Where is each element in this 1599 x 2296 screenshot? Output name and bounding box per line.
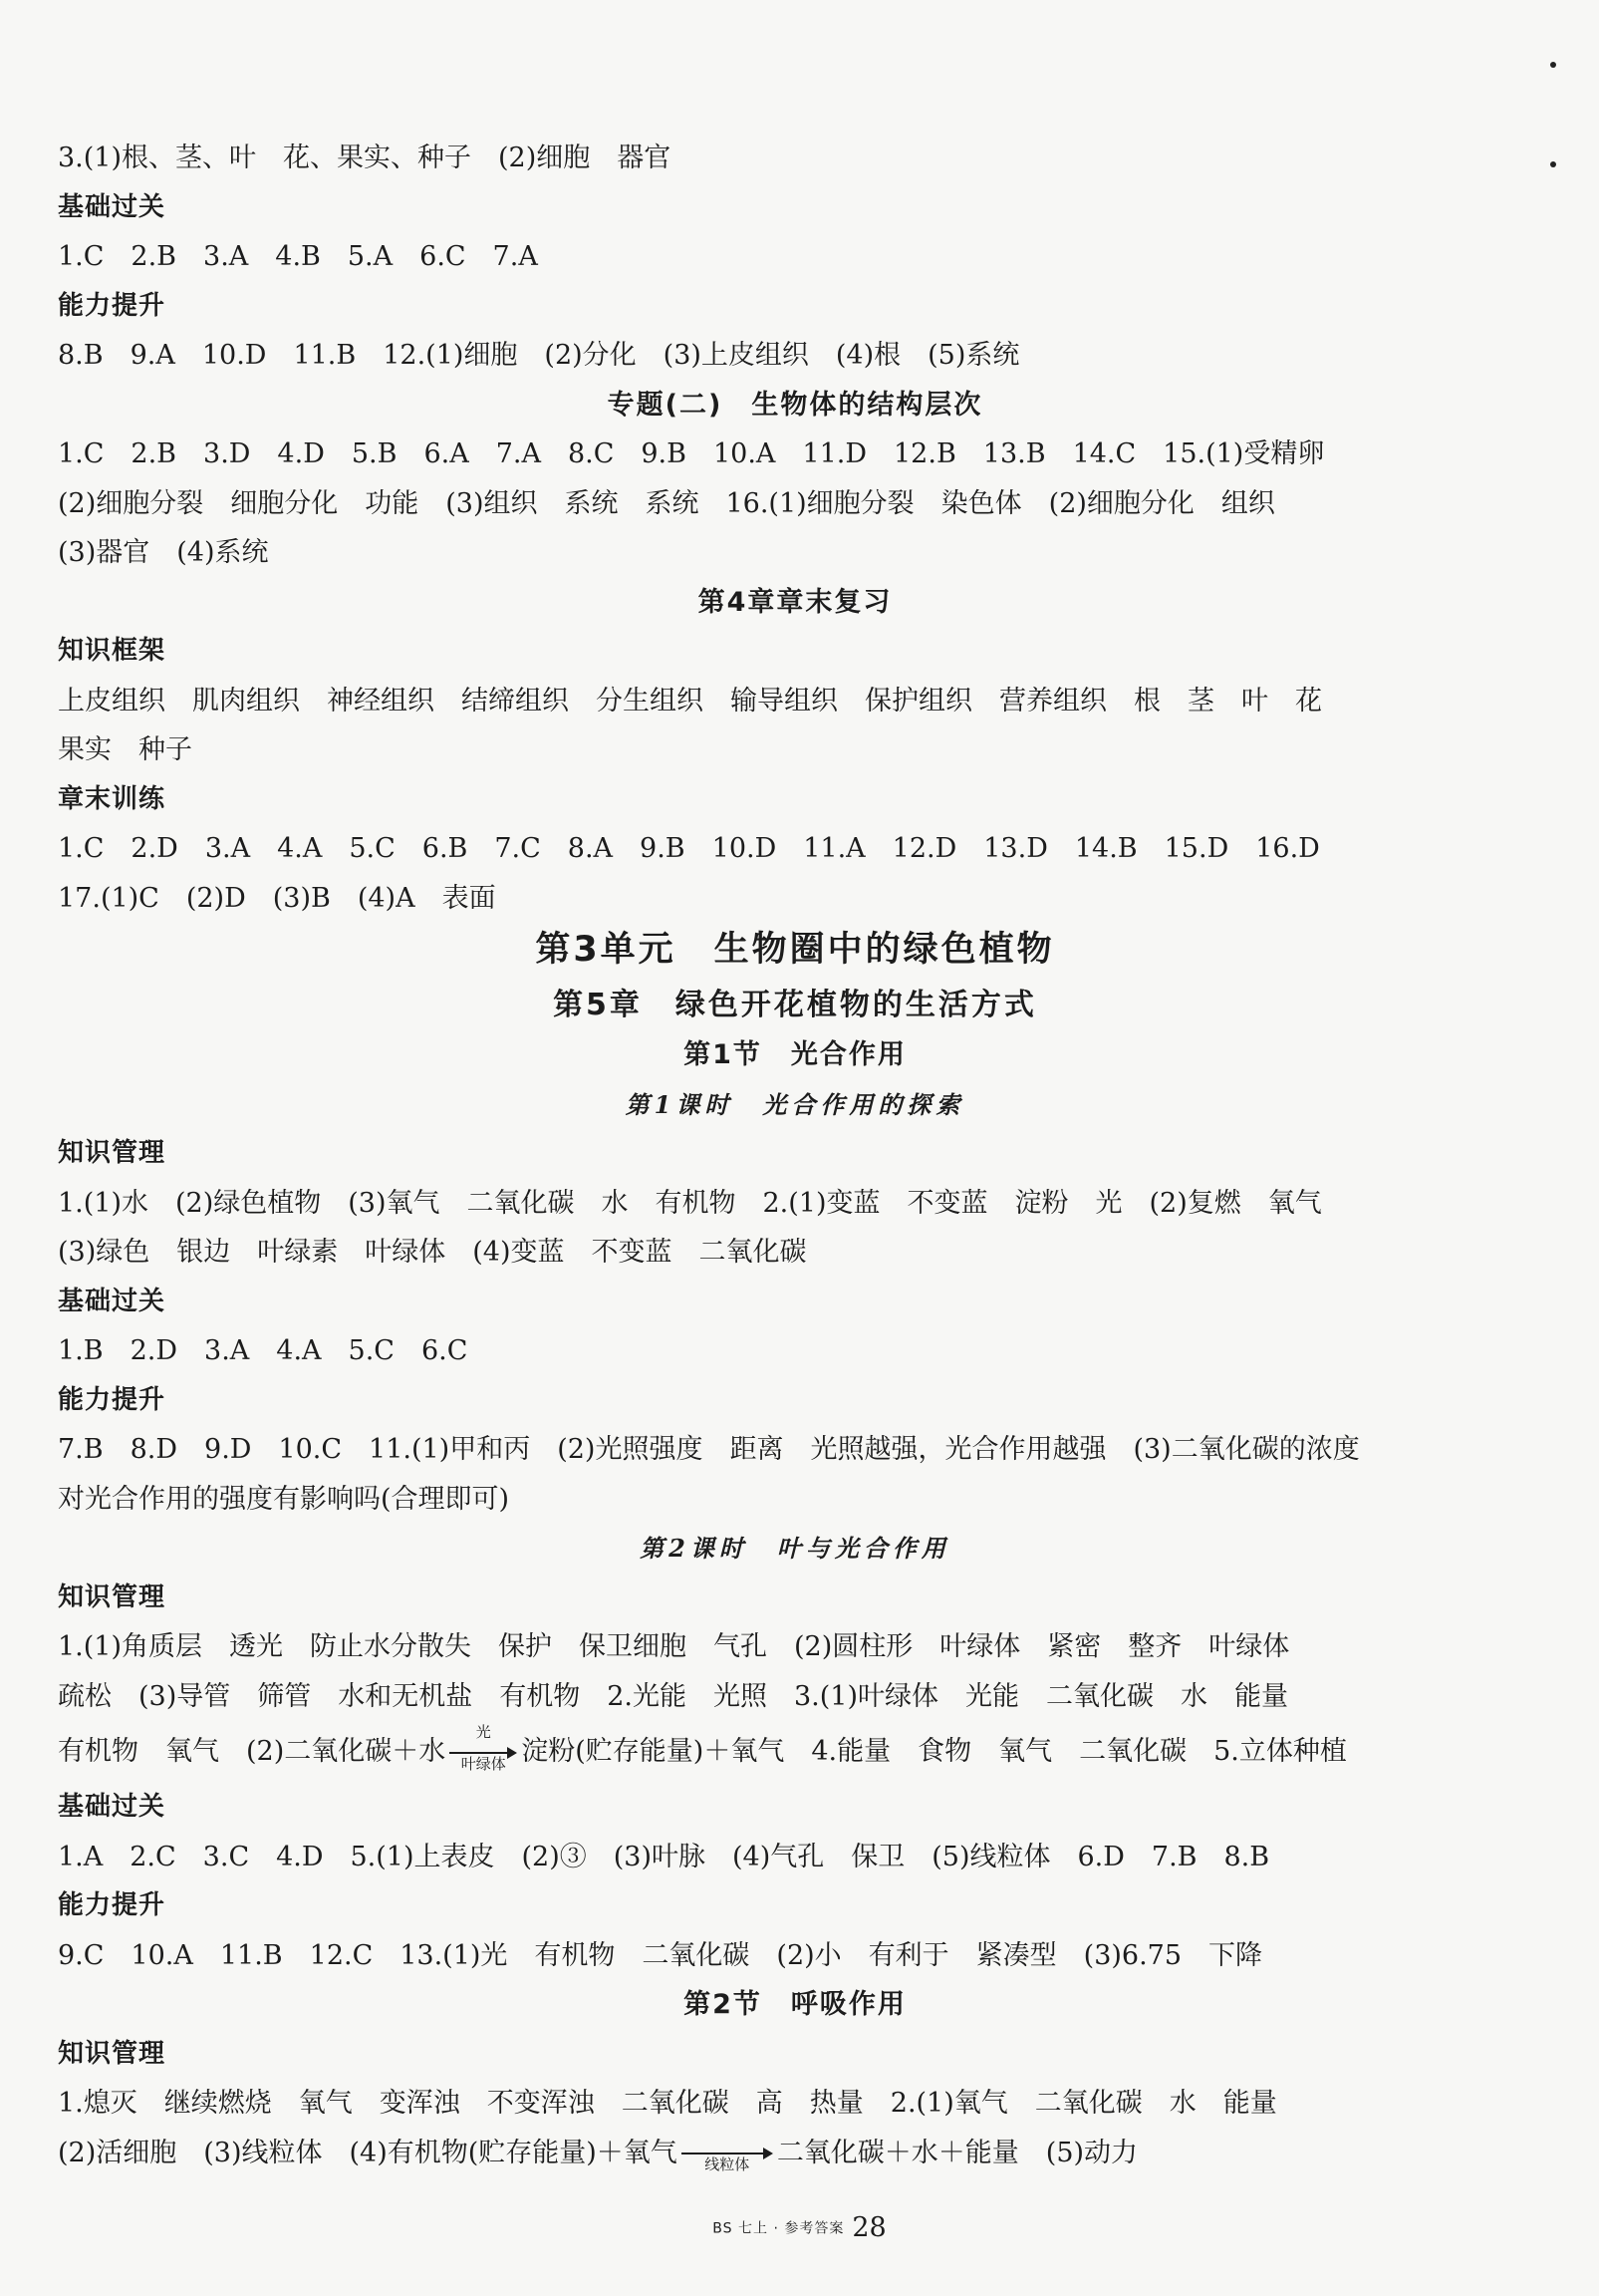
equation-text: 淀粉(贮存能量)＋氧气 4.能量 食物 氧气 二氧化碳 5.立体种植 xyxy=(521,1736,1347,1767)
section-heading-knowledge: 知识管理 xyxy=(58,1581,166,1612)
answer-line: 1.C 2.D 3.A 4.A 5.C 6.B 7.C 8.A 9.B 10.D 11.A 12.D 13.D 14.B 15.D 16.D xyxy=(58,833,1320,864)
answer-line: 1.C 2.B 3.D 4.D 5.B 6.A 7.A 8.C 9.B 10.A 11.D 12.B 13.B 14.C 15.(1)受精卵 xyxy=(58,438,1325,469)
section-heading-advanced: 能力提升 xyxy=(58,1890,166,1920)
margin-dot xyxy=(1550,62,1556,68)
topic-title: 专题(二) 生物体的结构层次 xyxy=(607,389,983,421)
equation-text: 二氧化碳＋水＋能量 (5)动力 xyxy=(776,2137,1139,2168)
answer-line: (3)绿色 银边 叶绿素 叶绿体 (4)变蓝 不变蓝 二氧化碳 xyxy=(58,1237,807,1268)
chapter-review-title: 第4章章末复习 xyxy=(697,586,893,618)
equation-text: 有机物 氧气 (2)二氧化碳＋水 xyxy=(58,1736,446,1767)
answer-line: 8.B 9.A 10.D 11.B 12.(1)细胞 (2)分化 (3)上皮组织 (4)根 (5)系统 xyxy=(58,340,1020,371)
answer-line: 3.(1)根、茎、叶 花、果实、种子 (2)细胞 器官 xyxy=(58,143,671,173)
section-heading-training: 章末训练 xyxy=(58,783,166,814)
section-heading-basic: 基础过关 xyxy=(58,191,166,222)
answer-line: (3)器官 (4)系统 xyxy=(58,537,269,568)
section-heading-framework: 知识框架 xyxy=(58,636,166,666)
margin-dot xyxy=(1550,161,1556,167)
answer-line: 17.(1)C (2)D (3)B (4)A 表面 xyxy=(58,882,496,914)
chapter-title: 第5章 绿色开花植物的生活方式 xyxy=(553,988,1037,1022)
equation-line xyxy=(58,2129,1532,2178)
page-footer xyxy=(0,2212,1599,2243)
page-content xyxy=(58,134,1532,2177)
section-heading-knowledge: 知识管理 xyxy=(58,1138,166,1168)
unit-title: 第3单元 生物圈中的绿色植物 xyxy=(535,930,1055,970)
lesson-title: 第1课时 光合作用的探索 xyxy=(625,1089,965,1119)
section-heading-advanced: 能力提升 xyxy=(58,1384,166,1415)
answer-line: 果实 种子 xyxy=(58,734,192,765)
page-number: 28 xyxy=(852,2212,887,2243)
section-heading-basic: 基础过关 xyxy=(58,1286,166,1316)
answer-line: 1.(1)角质层 透光 防止水分散失 保护 保卫细胞 气孔 (2)圆柱形 叶绿体 紧密 整齐 叶绿体 xyxy=(58,1631,1290,1662)
answer-line: 9.C 10.A 11.B 12.C 13.(1)光 有机物 二氧化碳 (2)小 有利于 紧凑型 (3)6.75 下降 xyxy=(58,1939,1263,1971)
answer-line: (2)细胞分裂 细胞分化 功能 (3)组织 系统 系统 16.(1)细胞分裂 染色体 (2)细胞分化 组织 xyxy=(58,487,1275,519)
answer-line: 1.(1)水 (2)绿色植物 (3)氧气 二氧化碳 水 有机物 2.(1)变蓝 不变蓝 淀粉 光 (2)复燃 氧气 xyxy=(58,1187,1322,1219)
reaction-arrow-icon xyxy=(449,1722,517,1773)
answer-line: 1.C 2.B 3.A 4.B 5.A 6.C 7.A xyxy=(58,241,538,272)
section-heading-knowledge: 知识管理 xyxy=(58,2038,166,2069)
equation-text: (2)活细胞 (3)线粒体 (4)有机物(贮存能量)＋氧气 xyxy=(58,2137,677,2168)
section-title: 第1节 光合作用 xyxy=(683,1039,907,1070)
section-title: 第2节 呼吸作用 xyxy=(683,1989,907,2020)
answer-line: 1.熄灭 继续燃烧 氧气 变浑浊 不变浑浊 二氧化碳 高 热量 2.(1)氧气 二氧化碳 水 能量 xyxy=(58,2088,1277,2119)
arrow-condition: 线粒体 xyxy=(704,2155,750,2173)
answer-line: 对光合作用的强度有影响吗(合理即可) xyxy=(58,1483,510,1515)
arrow-condition: 光 xyxy=(475,1722,491,1741)
answer-line: 疏松 (3)导管 筛管 水和无机盐 有机物 2.光能 光照 3.(1)叶绿体 光能 二氧化碳 水 能量 xyxy=(58,1680,1289,1712)
section-heading-basic: 基础过关 xyxy=(58,1792,166,1822)
reaction-arrow-icon xyxy=(681,2139,773,2173)
answer-line: 1.A 2.C 3.C 4.D 5.(1)上表皮 (2)③ (3)叶脉 (4)气孔 保卫 (5)线粒体 6.D 7.B 8.B xyxy=(58,1841,1270,1872)
footer-label: BS 七上 · 参考答案 xyxy=(712,2220,845,2237)
answer-line: 7.B 8.D 9.D 10.C 11.(1)甲和丙 (2)光照强度 距离 光照越强，光合作用越强 (3)二氧化碳的浓度 xyxy=(58,1434,1360,1465)
section-heading-advanced: 能力提升 xyxy=(58,290,166,321)
arrow-condition: 叶绿体 xyxy=(460,1754,506,1773)
equation-line xyxy=(58,1721,1532,1783)
lesson-title: 第2课时 叶与光合作用 xyxy=(640,1534,950,1563)
answer-line: 上皮组织 肌肉组织 神经组织 结缔组织 分生组织 输导组织 保护组织 营养组织 根 茎 叶 花 xyxy=(58,685,1322,717)
answer-line: 1.B 2.D 3.A 4.A 5.C 6.C xyxy=(58,1335,468,1366)
